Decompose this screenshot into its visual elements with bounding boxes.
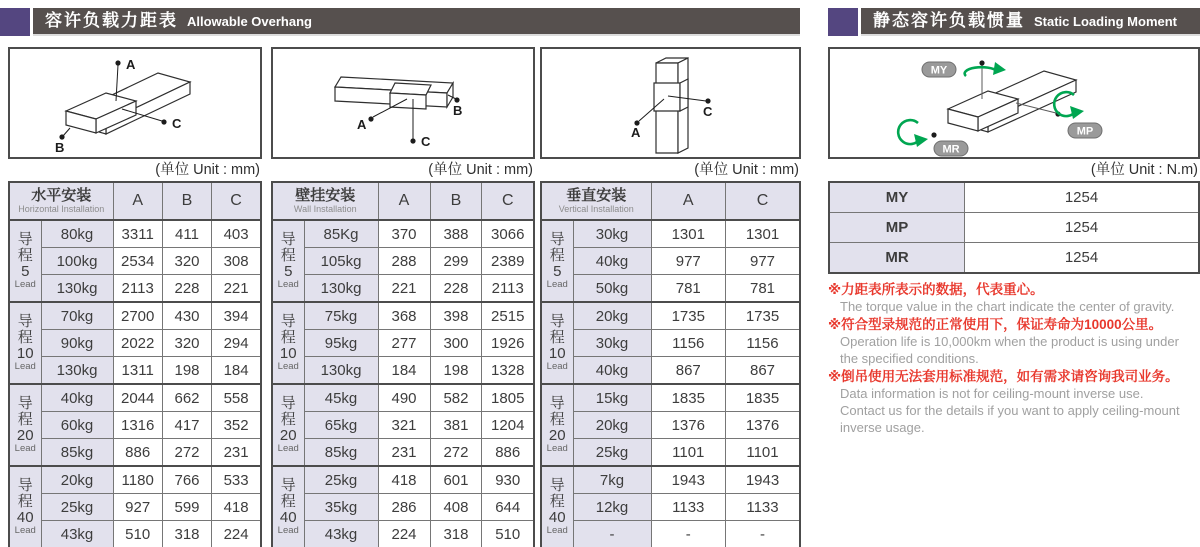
lead-group-cell: 导 程 5 Lead	[9, 220, 41, 302]
weight-cell: 20kg	[573, 412, 651, 439]
weight-cell: 130kg	[304, 275, 378, 303]
note-en: Operation life is 10,000km when the product is using under the specified conditions.	[840, 334, 1179, 367]
value-cell: 370	[378, 220, 430, 248]
value-cell: 2700	[113, 302, 162, 330]
mp-label: MP	[1076, 125, 1094, 138]
section-header-static-loading-moment	[828, 8, 1200, 36]
column-header: A	[651, 182, 725, 220]
weight-cell: 85Kg	[304, 220, 378, 248]
lead-group-cell: 导 程 10 Lead	[272, 302, 304, 384]
table-row	[541, 439, 800, 467]
table-row	[272, 466, 534, 494]
mp-badge	[1068, 123, 1102, 138]
table-row	[272, 439, 534, 467]
table-row	[541, 494, 800, 521]
value-cell: 352	[212, 412, 261, 439]
value-cell: 394	[212, 302, 261, 330]
value-cell: 2389	[482, 248, 534, 275]
table-row	[272, 302, 534, 330]
value-cell: 418	[212, 494, 261, 521]
value-cell: 1735	[651, 302, 725, 330]
weight-cell: 50kg	[573, 275, 651, 303]
weight-cell: 80kg	[41, 220, 113, 248]
value-cell: 3311	[113, 220, 162, 248]
table-row	[541, 275, 800, 303]
value-cell: 886	[482, 439, 534, 467]
value-cell: -	[651, 521, 725, 547]
moment-diagram	[830, 49, 1198, 157]
table-row	[272, 248, 534, 275]
note-zh: ※符合型录规范的正常使用下，保证寿命为10000公里。	[828, 317, 1163, 333]
vertical-installation-diagram-box	[540, 47, 801, 159]
table-row	[9, 302, 261, 330]
value-cell: 1204	[482, 412, 534, 439]
moment-row-value: 1254	[965, 213, 1200, 243]
weight-cell: 35kg	[304, 494, 378, 521]
table-row	[9, 330, 261, 357]
column-header: A	[378, 182, 430, 220]
lead-group-cell: 导 程 5 Lead	[541, 220, 573, 302]
unit-label-mm: (单位 Unit : mm)	[155, 162, 260, 178]
value-cell: 224	[212, 521, 261, 547]
value-cell: 221	[212, 275, 261, 303]
weight-cell: 130kg	[304, 357, 378, 385]
weight-cell: 20kg	[41, 466, 113, 494]
value-cell: 1376	[651, 412, 725, 439]
value-cell: 1301	[651, 220, 725, 248]
weight-cell: 7kg	[573, 466, 651, 494]
wall-installation-diagram	[273, 49, 533, 157]
horizontal-installation-table	[8, 181, 262, 547]
table-row	[9, 275, 261, 303]
horizontal-installation-column	[8, 47, 262, 547]
moment-table	[828, 181, 1200, 274]
weight-cell: 30kg	[573, 220, 651, 248]
point-b-label: B	[55, 140, 65, 155]
weight-cell: 100kg	[41, 248, 113, 275]
value-cell: 318	[162, 521, 211, 547]
value-cell: 599	[162, 494, 211, 521]
weight-cell: 40kg	[41, 384, 113, 412]
column-header: C	[482, 182, 534, 220]
wall-installation-diagram-box	[271, 47, 535, 159]
value-cell: 294	[212, 330, 261, 357]
table-row	[272, 220, 534, 248]
value-cell: 417	[162, 412, 211, 439]
moment-row-label: MP	[829, 213, 965, 243]
value-cell: 582	[430, 384, 482, 412]
value-cell: 781	[726, 275, 801, 303]
moment-row-value: 1254	[965, 182, 1200, 213]
lead-group-cell: 导 程 20 Lead	[9, 384, 41, 466]
weight-cell: 65kg	[304, 412, 378, 439]
value-cell: 867	[726, 357, 801, 385]
value-cell: 198	[430, 357, 482, 385]
value-cell: 781	[651, 275, 725, 303]
point-c-label: C	[421, 134, 431, 149]
header-title-zh: 静态容许负载惯量	[873, 11, 1025, 30]
value-cell: 398	[430, 302, 482, 330]
value-cell: 277	[378, 330, 430, 357]
value-cell: 408	[430, 494, 482, 521]
unit-label-nm: (单位 Unit : N.m)	[1090, 162, 1198, 178]
value-cell: 231	[378, 439, 430, 467]
weight-cell: 85kg	[304, 439, 378, 467]
value-cell: 308	[212, 248, 261, 275]
column-header: C	[726, 182, 801, 220]
moment-row-value: 1254	[965, 243, 1200, 274]
table-title: 水平安装 Horizontal Installation	[9, 182, 113, 220]
horizontal-installation-diagram	[10, 49, 260, 157]
value-cell: 228	[430, 275, 482, 303]
weight-cell: 45kg	[304, 384, 378, 412]
weight-cell: -	[573, 521, 651, 547]
value-cell: 184	[378, 357, 430, 385]
value-cell: 867	[651, 357, 725, 385]
value-cell: 198	[162, 357, 211, 385]
weight-cell: 90kg	[41, 330, 113, 357]
purple-accent-square	[828, 8, 858, 36]
value-cell: 368	[378, 302, 430, 330]
value-cell: 930	[482, 466, 534, 494]
value-cell: 1156	[726, 330, 801, 357]
value-cell: 221	[378, 275, 430, 303]
value-cell: 1328	[482, 357, 534, 385]
weight-cell: 70kg	[41, 302, 113, 330]
lead-group-cell: 导 程 10 Lead	[541, 302, 573, 384]
value-cell: 288	[378, 248, 430, 275]
value-cell: 286	[378, 494, 430, 521]
weight-cell: 25kg	[41, 494, 113, 521]
value-cell: 231	[212, 439, 261, 467]
note-en: Data information is not for ceiling-mount inverse use.	[840, 386, 1144, 402]
vertical-installation-column	[540, 47, 801, 547]
weight-cell: 43kg	[304, 521, 378, 547]
vertical-installation-table	[540, 181, 801, 547]
value-cell: 1835	[726, 384, 801, 412]
value-cell: 381	[430, 412, 482, 439]
static-loading-moment-column	[828, 47, 1200, 437]
table-title: 壁挂安装 Wall Installation	[272, 182, 378, 220]
moment-diagram-box	[828, 47, 1200, 159]
column-header: A	[113, 182, 162, 220]
moment-row-label: MR	[829, 243, 965, 274]
table-row	[829, 243, 1199, 274]
value-cell: 1926	[482, 330, 534, 357]
header-title-en: Static Loading Moment	[1034, 14, 1177, 29]
weight-cell: 43kg	[41, 521, 113, 547]
value-cell: 1180	[113, 466, 162, 494]
table-title: 垂直安装 Vertical Installation	[541, 182, 651, 220]
value-cell: 228	[162, 275, 211, 303]
value-cell: 644	[482, 494, 534, 521]
value-cell: 300	[430, 330, 482, 357]
value-cell: 272	[430, 439, 482, 467]
purple-accent-square	[0, 8, 30, 36]
value-cell: 2113	[113, 275, 162, 303]
weight-cell: 25kg	[304, 466, 378, 494]
value-cell: 418	[378, 466, 430, 494]
value-cell: 320	[162, 330, 211, 357]
table-row	[9, 357, 261, 385]
column-header: B	[162, 182, 211, 220]
section-header-allowable-overhang	[0, 8, 800, 36]
table-row	[9, 384, 261, 412]
table-row	[541, 248, 800, 275]
value-cell: 299	[430, 248, 482, 275]
value-cell: 601	[430, 466, 482, 494]
point-a-label: A	[357, 117, 367, 132]
table-row	[272, 494, 534, 521]
table-row	[9, 412, 261, 439]
notes-block	[828, 281, 1200, 437]
table-row	[9, 466, 261, 494]
weight-cell: 60kg	[41, 412, 113, 439]
value-cell: 3066	[482, 220, 534, 248]
value-cell: 320	[162, 248, 211, 275]
weight-cell: 12kg	[573, 494, 651, 521]
header-title-en: Allowable Overhang	[187, 14, 312, 29]
value-cell: 318	[430, 521, 482, 547]
weight-cell: 75kg	[304, 302, 378, 330]
table-row	[829, 213, 1199, 243]
weight-cell: 85kg	[41, 439, 113, 467]
weight-cell: 40kg	[573, 248, 651, 275]
point-a-label: A	[126, 57, 136, 72]
value-cell: 403	[212, 220, 261, 248]
table-row	[272, 521, 534, 547]
lead-group-cell: 导 程 20 Lead	[272, 384, 304, 466]
table-row	[9, 494, 261, 521]
header-bar	[861, 8, 1200, 36]
lead-group-cell: 导 程 20 Lead	[541, 384, 573, 466]
weight-cell: 40kg	[573, 357, 651, 385]
value-cell: 1156	[651, 330, 725, 357]
value-cell: 1835	[651, 384, 725, 412]
table-row	[272, 412, 534, 439]
value-cell: 430	[162, 302, 211, 330]
weight-cell: 105kg	[304, 248, 378, 275]
weight-cell: 130kg	[41, 275, 113, 303]
value-cell: 1101	[726, 439, 801, 467]
value-cell: 2113	[482, 275, 534, 303]
value-cell: 1943	[651, 466, 725, 494]
value-cell: 321	[378, 412, 430, 439]
note-en: Contact us for the details if you want to apply ceiling-mount inverse usage.	[840, 403, 1180, 436]
table-row	[541, 521, 800, 547]
table-row	[9, 220, 261, 248]
table-row	[541, 412, 800, 439]
value-cell: 1101	[651, 439, 725, 467]
value-cell: 977	[726, 248, 801, 275]
weight-cell: 130kg	[41, 357, 113, 385]
value-cell: 2515	[482, 302, 534, 330]
point-c-label: C	[172, 116, 182, 131]
value-cell: 224	[378, 521, 430, 547]
lead-group-cell: 导 程 40 Lead	[9, 466, 41, 547]
value-cell: 388	[430, 220, 482, 248]
value-cell: 272	[162, 439, 211, 467]
value-cell: 1735	[726, 302, 801, 330]
table-row	[541, 330, 800, 357]
column-header: B	[430, 182, 482, 220]
header-bar	[33, 8, 800, 36]
value-cell: 1311	[113, 357, 162, 385]
value-cell: 977	[651, 248, 725, 275]
lead-group-cell: 导 程 5 Lead	[272, 220, 304, 302]
unit-label-mm: (单位 Unit : mm)	[428, 162, 533, 178]
table-row	[272, 330, 534, 357]
table-row	[272, 384, 534, 412]
table-row	[541, 302, 800, 330]
weight-cell: 30kg	[573, 330, 651, 357]
horizontal-installation-diagram-box	[8, 47, 262, 159]
value-cell: 1376	[726, 412, 801, 439]
table-row	[541, 384, 800, 412]
wall-installation-column	[271, 47, 535, 547]
mr-label: MR	[942, 143, 960, 156]
note-zh: ※倒吊使用无法套用标准规范，如有需求请咨询我司业务。	[828, 369, 1179, 385]
value-cell: 510	[482, 521, 534, 547]
value-cell: 662	[162, 384, 211, 412]
note-zh: ※力距表所表示的数据，代表重心。	[828, 282, 1044, 297]
value-cell: 2044	[113, 384, 162, 412]
value-cell: 1316	[113, 412, 162, 439]
value-cell: 1133	[651, 494, 725, 521]
value-cell: 2534	[113, 248, 162, 275]
wall-installation-table	[271, 181, 535, 547]
table-row	[829, 182, 1199, 213]
value-cell: 927	[113, 494, 162, 521]
value-cell: 490	[378, 384, 430, 412]
table-row	[541, 357, 800, 385]
note-en: The torque value in the chart indicate the center of gravity.	[840, 299, 1175, 315]
value-cell: 558	[212, 384, 261, 412]
value-cell: 1805	[482, 384, 534, 412]
table-row	[541, 220, 800, 248]
table-row	[9, 248, 261, 275]
table-row	[541, 466, 800, 494]
header-title-zh: 容许负载力距表	[45, 11, 178, 30]
value-cell: 766	[162, 466, 211, 494]
value-cell: 533	[212, 466, 261, 494]
value-cell: 510	[113, 521, 162, 547]
value-cell: 1943	[726, 466, 801, 494]
point-b-label: B	[453, 103, 463, 118]
weight-cell: 15kg	[573, 384, 651, 412]
value-cell: 1301	[726, 220, 801, 248]
table-row	[272, 357, 534, 385]
mr-badge	[934, 141, 968, 156]
lead-group-cell: 导 程 40 Lead	[272, 466, 304, 547]
lead-group-cell: 导 程 40 Lead	[541, 466, 573, 547]
point-a-label: A	[631, 125, 641, 140]
value-cell: 411	[162, 220, 211, 248]
point-c-label: C	[703, 104, 713, 119]
value-cell: 2022	[113, 330, 162, 357]
moment-row-label: MY	[829, 182, 965, 213]
vertical-installation-diagram	[542, 49, 799, 157]
value-cell: 184	[212, 357, 261, 385]
weight-cell: 95kg	[304, 330, 378, 357]
table-row	[9, 521, 261, 547]
lead-group-cell: 导 程 10 Lead	[9, 302, 41, 384]
my-badge	[922, 62, 956, 77]
value-cell: 1133	[726, 494, 801, 521]
table-row	[9, 439, 261, 467]
value-cell: -	[726, 521, 801, 547]
my-label: MY	[930, 64, 948, 77]
table-row	[272, 275, 534, 303]
weight-cell: 20kg	[573, 302, 651, 330]
value-cell: 886	[113, 439, 162, 467]
column-header: C	[212, 182, 261, 220]
weight-cell: 25kg	[573, 439, 651, 467]
unit-label-mm: (单位 Unit : mm)	[694, 162, 799, 178]
